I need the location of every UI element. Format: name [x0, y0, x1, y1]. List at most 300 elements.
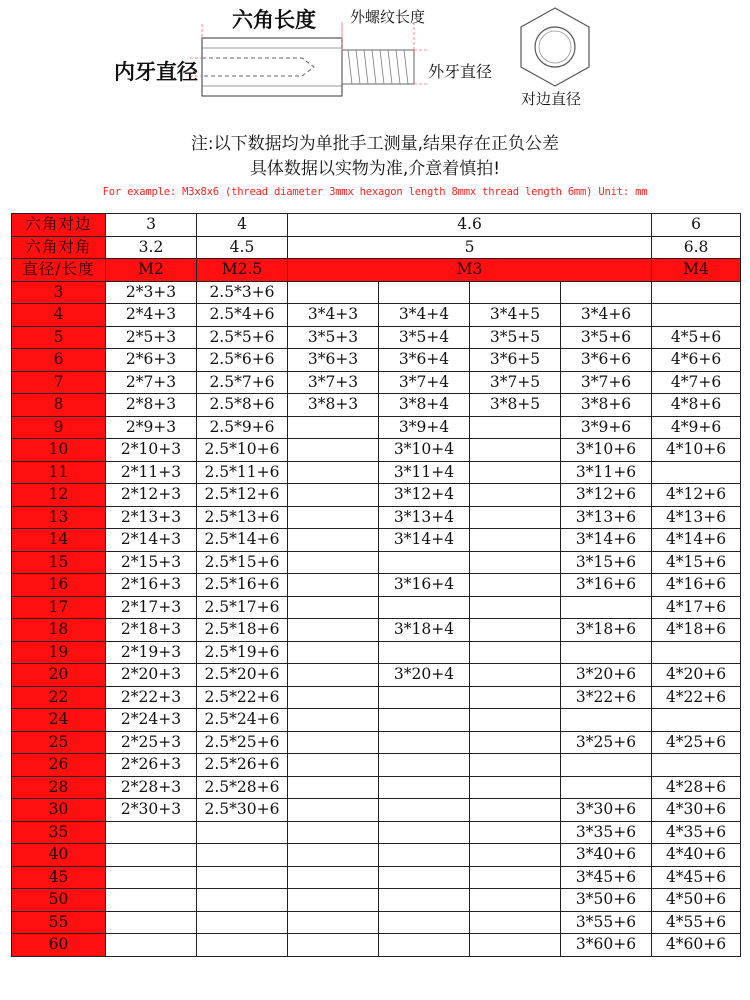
size-cell: 3*5+3: [288, 326, 379, 349]
size-cell: [288, 416, 379, 439]
size-cell: 4*5+6: [652, 326, 741, 349]
size-cell: [106, 866, 197, 889]
size-cell: 4*12+6: [652, 484, 741, 507]
size-cell: [470, 686, 561, 709]
size-cell: [197, 844, 288, 867]
size-cell: [197, 934, 288, 957]
length-cell: 22: [12, 686, 106, 709]
size-cell: 3*18+4: [379, 619, 470, 642]
length-cell: 55: [12, 911, 106, 934]
size-cell: 2*13+3: [106, 506, 197, 529]
length-cell: 20: [12, 664, 106, 687]
size-cell: 3*14+4: [379, 529, 470, 552]
across-flats-label: 对边直径: [521, 90, 582, 108]
size-cell: [379, 799, 470, 822]
size-cell: 3*6+3: [288, 349, 379, 372]
thread-m4: M4: [652, 259, 741, 282]
across-flats-m2-5: 4: [197, 214, 288, 237]
length-cell: 7: [12, 371, 106, 394]
length-cell: 18: [12, 619, 106, 642]
size-spec-table: [11, 213, 741, 957]
size-cell: [288, 844, 379, 867]
size-cell: [470, 731, 561, 754]
size-cell: [197, 911, 288, 934]
size-cell: [470, 416, 561, 439]
size-cell: 2*17+3: [106, 596, 197, 619]
size-cell: 4*60+6: [652, 934, 741, 957]
table-row: [12, 866, 741, 889]
size-cell: 2*11+3: [106, 461, 197, 484]
size-cell: 3*10+4: [379, 439, 470, 462]
length-cell: 6: [12, 349, 106, 372]
thread-m3: M3: [288, 259, 652, 282]
size-cell: 4*25+6: [652, 731, 741, 754]
table-row: [12, 911, 741, 934]
size-cell: [288, 776, 379, 799]
size-cell: 2*10+3: [106, 439, 197, 462]
size-cell: 3*4+3: [288, 304, 379, 327]
size-cell: 2.5*13+6: [197, 506, 288, 529]
length-cell: 3: [12, 281, 106, 304]
size-cell: [106, 934, 197, 957]
size-cell: 3*4+6: [561, 304, 652, 327]
size-cell: [470, 754, 561, 777]
size-cell: 4*17+6: [652, 596, 741, 619]
size-cell: 3*13+4: [379, 506, 470, 529]
standoff-diagram: [0, 0, 750, 122]
size-cell: 4*6+6: [652, 349, 741, 372]
size-cell: [288, 281, 379, 304]
size-cell: [379, 731, 470, 754]
across-corners-m2-5: 4.5: [197, 236, 288, 259]
size-cell: 3*7+6: [561, 371, 652, 394]
size-cell: 2*5+3: [106, 326, 197, 349]
size-cell: [288, 731, 379, 754]
internal-thread-diameter-label: 内牙直径: [114, 60, 198, 84]
size-cell: 3*15+6: [561, 551, 652, 574]
length-cell: 13: [12, 506, 106, 529]
note-actual-product: 具体数据以实物为准,介意着慎拍!: [249, 159, 501, 179]
size-cell: 4*10+6: [652, 439, 741, 462]
size-cell: [288, 641, 379, 664]
size-cell: 2.5*17+6: [197, 596, 288, 619]
across-flats-m4: 6: [652, 214, 741, 237]
size-cell: [379, 911, 470, 934]
size-cell: [288, 709, 379, 732]
size-cell: 4*14+6: [652, 529, 741, 552]
size-cell: 2.5*30+6: [197, 799, 288, 822]
table-row: [12, 371, 741, 394]
thread-size-row: [12, 259, 741, 282]
size-cell: [652, 281, 741, 304]
size-cell: [561, 776, 652, 799]
size-cell: 3*12+6: [561, 484, 652, 507]
length-cell: 9: [12, 416, 106, 439]
standoff-side-view-icon: [190, 20, 430, 110]
size-cell: 2*28+3: [106, 776, 197, 799]
size-cell: 2.5*5+6: [197, 326, 288, 349]
size-cell: [379, 709, 470, 732]
size-cell: 3*11+6: [561, 461, 652, 484]
size-cell: [470, 641, 561, 664]
size-cell: [470, 776, 561, 799]
size-cell: [197, 889, 288, 912]
size-cell: [379, 776, 470, 799]
size-cell: [652, 641, 741, 664]
length-cell: 14: [12, 529, 106, 552]
size-cell: 3*6+6: [561, 349, 652, 372]
size-cell: 4*28+6: [652, 776, 741, 799]
size-cell: 2*12+3: [106, 484, 197, 507]
table-row: [12, 889, 741, 912]
size-cell: 2*16+3: [106, 574, 197, 597]
table-row: [12, 776, 741, 799]
size-cell: 3*10+6: [561, 439, 652, 462]
size-cell: 3*14+6: [561, 529, 652, 552]
size-cell: [197, 866, 288, 889]
size-cell: [470, 551, 561, 574]
size-cell: [470, 799, 561, 822]
size-cell: 4*16+6: [652, 574, 741, 597]
length-cell: 26: [12, 754, 106, 777]
across-corners-m4: 6.8: [652, 236, 741, 259]
size-cell: [106, 821, 197, 844]
length-cell: 5: [12, 326, 106, 349]
diameter-length-header: 直径/长度: [12, 259, 106, 282]
size-cell: [561, 641, 652, 664]
across-flats-m2: 3: [106, 214, 197, 237]
size-cell: 2*30+3: [106, 799, 197, 822]
length-cell: 50: [12, 889, 106, 912]
table-row: [12, 641, 741, 664]
size-cell: 3*5+4: [379, 326, 470, 349]
size-cell: 2.5*4+6: [197, 304, 288, 327]
size-cell: [470, 664, 561, 687]
across-corners-row: [12, 236, 741, 259]
size-cell: 4*30+6: [652, 799, 741, 822]
size-cell: 2.5*16+6: [197, 574, 288, 597]
size-cell: [561, 709, 652, 732]
length-cell: 16: [12, 574, 106, 597]
size-cell: [379, 821, 470, 844]
table-row: [12, 709, 741, 732]
size-cell: [470, 911, 561, 934]
size-cell: 3*8+6: [561, 394, 652, 417]
table-row: [12, 326, 741, 349]
size-cell: [106, 911, 197, 934]
size-cell: 3*7+5: [470, 371, 561, 394]
size-cell: 2.5*20+6: [197, 664, 288, 687]
table-row: [12, 506, 741, 529]
size-cell: 3*13+6: [561, 506, 652, 529]
size-cell: [470, 866, 561, 889]
across-flats-m3: 4.6: [288, 214, 652, 237]
size-cell: [470, 619, 561, 642]
length-cell: 10: [12, 439, 106, 462]
size-cell: [288, 686, 379, 709]
size-cell: 2.5*25+6: [197, 731, 288, 754]
size-cell: [288, 821, 379, 844]
size-cell: 2.5*11+6: [197, 461, 288, 484]
size-cell: 2.5*6+6: [197, 349, 288, 372]
length-cell: 60: [12, 934, 106, 957]
size-cell: 3*8+5: [470, 394, 561, 417]
size-cell: [470, 506, 561, 529]
size-cell: 4*45+6: [652, 866, 741, 889]
length-cell: 8: [12, 394, 106, 417]
size-cell: 4*7+6: [652, 371, 741, 394]
size-cell: 3*16+6: [561, 574, 652, 597]
size-cell: [652, 709, 741, 732]
table-row: [12, 574, 741, 597]
size-cell: [288, 506, 379, 529]
size-cell: 2*24+3: [106, 709, 197, 732]
size-cell: [288, 529, 379, 552]
size-cell: 4*22+6: [652, 686, 741, 709]
size-cell: 2*22+3: [106, 686, 197, 709]
table-row: [12, 281, 741, 304]
size-cell: 2.5*19+6: [197, 641, 288, 664]
size-cell: 2*3+3: [106, 281, 197, 304]
size-cell: 3*35+6: [561, 821, 652, 844]
size-cell: [197, 821, 288, 844]
size-cell: 4*15+6: [652, 551, 741, 574]
across-flats-row: [12, 214, 741, 237]
size-cell: 2.5*24+6: [197, 709, 288, 732]
size-cell: 2*15+3: [106, 551, 197, 574]
length-cell: 4: [12, 304, 106, 327]
size-cell: [470, 484, 561, 507]
example-caption: For example: M3x8x6 (thread diameter 3mmx hexagon length 8mmx thread length 6mm) Unit: mm: [102, 186, 648, 198]
table-row: [12, 304, 741, 327]
length-cell: 24: [12, 709, 106, 732]
size-cell: 3*9+4: [379, 416, 470, 439]
size-cell: [379, 551, 470, 574]
size-cell: [288, 664, 379, 687]
table-row: [12, 731, 741, 754]
external-thread-diameter-label: 外牙直径: [428, 62, 493, 81]
size-cell: 3*40+6: [561, 844, 652, 867]
size-cell: 2.5*3+6: [197, 281, 288, 304]
size-cell: 3*4+4: [379, 304, 470, 327]
size-cell: [288, 911, 379, 934]
size-cell: [379, 844, 470, 867]
length-cell: 45: [12, 866, 106, 889]
size-cell: [288, 934, 379, 957]
size-cell: [561, 596, 652, 619]
size-cell: 3*7+3: [288, 371, 379, 394]
table-row: [12, 754, 741, 777]
size-cell: 2.5*28+6: [197, 776, 288, 799]
size-cell: [379, 889, 470, 912]
table-row: [12, 686, 741, 709]
size-cell: [470, 596, 561, 619]
size-cell: [379, 686, 470, 709]
size-cell: [288, 484, 379, 507]
size-cell: 3*50+6: [561, 889, 652, 912]
external-thread-length-label: 外螺纹长度: [350, 8, 426, 26]
size-cell: 3*11+4: [379, 461, 470, 484]
size-cell: [470, 461, 561, 484]
size-cell: 4*20+6: [652, 664, 741, 687]
size-cell: 3*4+5: [470, 304, 561, 327]
size-cell: 3*8+3: [288, 394, 379, 417]
size-cell: 3*6+5: [470, 349, 561, 372]
size-cell: 3*12+4: [379, 484, 470, 507]
size-cell: 2*20+3: [106, 664, 197, 687]
size-cell: [288, 619, 379, 642]
size-cell: 3*55+6: [561, 911, 652, 934]
size-cell: 3*45+6: [561, 866, 652, 889]
size-cell: [288, 889, 379, 912]
size-cell: [470, 574, 561, 597]
table-row: [12, 821, 741, 844]
size-cell: 2*14+3: [106, 529, 197, 552]
size-cell: 2*18+3: [106, 619, 197, 642]
size-cell: [379, 866, 470, 889]
size-cell: 2*4+3: [106, 304, 197, 327]
table-row: [12, 439, 741, 462]
across-corners-m3: 5: [288, 236, 652, 259]
size-cell: [288, 461, 379, 484]
length-cell: 40: [12, 844, 106, 867]
size-cell: [470, 821, 561, 844]
size-cell: [288, 551, 379, 574]
size-cell: 2*8+3: [106, 394, 197, 417]
size-cell: [652, 754, 741, 777]
size-cell: 3*8+4: [379, 394, 470, 417]
size-cell: 2.5*15+6: [197, 551, 288, 574]
length-cell: 11: [12, 461, 106, 484]
table-row: [12, 461, 741, 484]
table-row: [12, 596, 741, 619]
size-cell: 3*6+4: [379, 349, 470, 372]
length-cell: 25: [12, 731, 106, 754]
size-cell: [470, 439, 561, 462]
size-cell: 3*25+6: [561, 731, 652, 754]
length-cell: 28: [12, 776, 106, 799]
length-cell: 15: [12, 551, 106, 574]
length-cell: 35: [12, 821, 106, 844]
size-cell: 4*8+6: [652, 394, 741, 417]
size-cell: 3*5+6: [561, 326, 652, 349]
size-cell: 3*5+5: [470, 326, 561, 349]
size-cell: [652, 461, 741, 484]
size-cell: 4*40+6: [652, 844, 741, 867]
size-cell: [288, 799, 379, 822]
length-cell: 17: [12, 596, 106, 619]
size-cell: 3*9+6: [561, 416, 652, 439]
size-cell: 2*26+3: [106, 754, 197, 777]
size-cell: 3*22+6: [561, 686, 652, 709]
size-cell: [379, 641, 470, 664]
across-corners-m2: 3.2: [106, 236, 197, 259]
size-cell: [288, 596, 379, 619]
across-corners-header: 六角对角: [12, 236, 106, 259]
size-cell: 2.5*12+6: [197, 484, 288, 507]
size-cell: [470, 934, 561, 957]
size-cell: 2*7+3: [106, 371, 197, 394]
thread-m2-5: M2.5: [197, 259, 288, 282]
size-cell: 3*30+6: [561, 799, 652, 822]
size-cell: 2*19+3: [106, 641, 197, 664]
size-cell: 2*9+3: [106, 416, 197, 439]
table-row: [12, 394, 741, 417]
note-tolerance: 注:以下数据均为单批手工测量,结果存在正负公差: [190, 134, 560, 154]
size-cell: [470, 844, 561, 867]
table-row: [12, 844, 741, 867]
size-cell: 3*7+4: [379, 371, 470, 394]
size-cell: [106, 844, 197, 867]
size-cell: 2.5*14+6: [197, 529, 288, 552]
size-cell: [470, 889, 561, 912]
size-cell: [561, 281, 652, 304]
size-cell: 2.5*8+6: [197, 394, 288, 417]
size-cell: [470, 529, 561, 552]
size-cell: 3*60+6: [561, 934, 652, 957]
hex-length-label: 六角长度: [232, 8, 316, 32]
table-row: [12, 664, 741, 687]
table-row: [12, 551, 741, 574]
size-cell: 2*6+3: [106, 349, 197, 372]
size-cell: [288, 574, 379, 597]
size-cell: [470, 281, 561, 304]
table-row: [12, 349, 741, 372]
size-cell: 3*20+6: [561, 664, 652, 687]
length-cell: 30: [12, 799, 106, 822]
size-cell: [288, 754, 379, 777]
length-cell: 12: [12, 484, 106, 507]
size-cell: 2.5*18+6: [197, 619, 288, 642]
size-cell: [379, 934, 470, 957]
size-cell: 2.5*22+6: [197, 686, 288, 709]
size-cell: 2.5*26+6: [197, 754, 288, 777]
size-cell: [470, 709, 561, 732]
size-cell: 2.5*9+6: [197, 416, 288, 439]
size-cell: [106, 889, 197, 912]
length-cell: 19: [12, 641, 106, 664]
across-flats-header: 六角对边: [12, 214, 106, 237]
size-cell: [379, 754, 470, 777]
table-row: [12, 416, 741, 439]
size-cell: 3*16+4: [379, 574, 470, 597]
table-row: [12, 799, 741, 822]
size-cell: 4*18+6: [652, 619, 741, 642]
size-cell: 4*9+6: [652, 416, 741, 439]
size-cell: 2*25+3: [106, 731, 197, 754]
size-cell: 2.5*7+6: [197, 371, 288, 394]
size-cell: 3*18+6: [561, 619, 652, 642]
hex-nut-end-view-icon: [515, 6, 595, 90]
size-cell: 4*55+6: [652, 911, 741, 934]
table-row: [12, 619, 741, 642]
size-cell: 3*20+4: [379, 664, 470, 687]
size-cell: 2.5*10+6: [197, 439, 288, 462]
size-cell: 4*50+6: [652, 889, 741, 912]
size-cell: [288, 866, 379, 889]
size-cell: [288, 439, 379, 462]
thread-m2: M2: [106, 259, 197, 282]
size-cell: [379, 596, 470, 619]
table-row: [12, 934, 741, 957]
size-cell: [379, 281, 470, 304]
size-cell: [561, 754, 652, 777]
size-cell: 4*13+6: [652, 506, 741, 529]
table-row: [12, 484, 741, 507]
size-cell: [652, 304, 741, 327]
table-row: [12, 529, 741, 552]
size-cell: 4*35+6: [652, 821, 741, 844]
